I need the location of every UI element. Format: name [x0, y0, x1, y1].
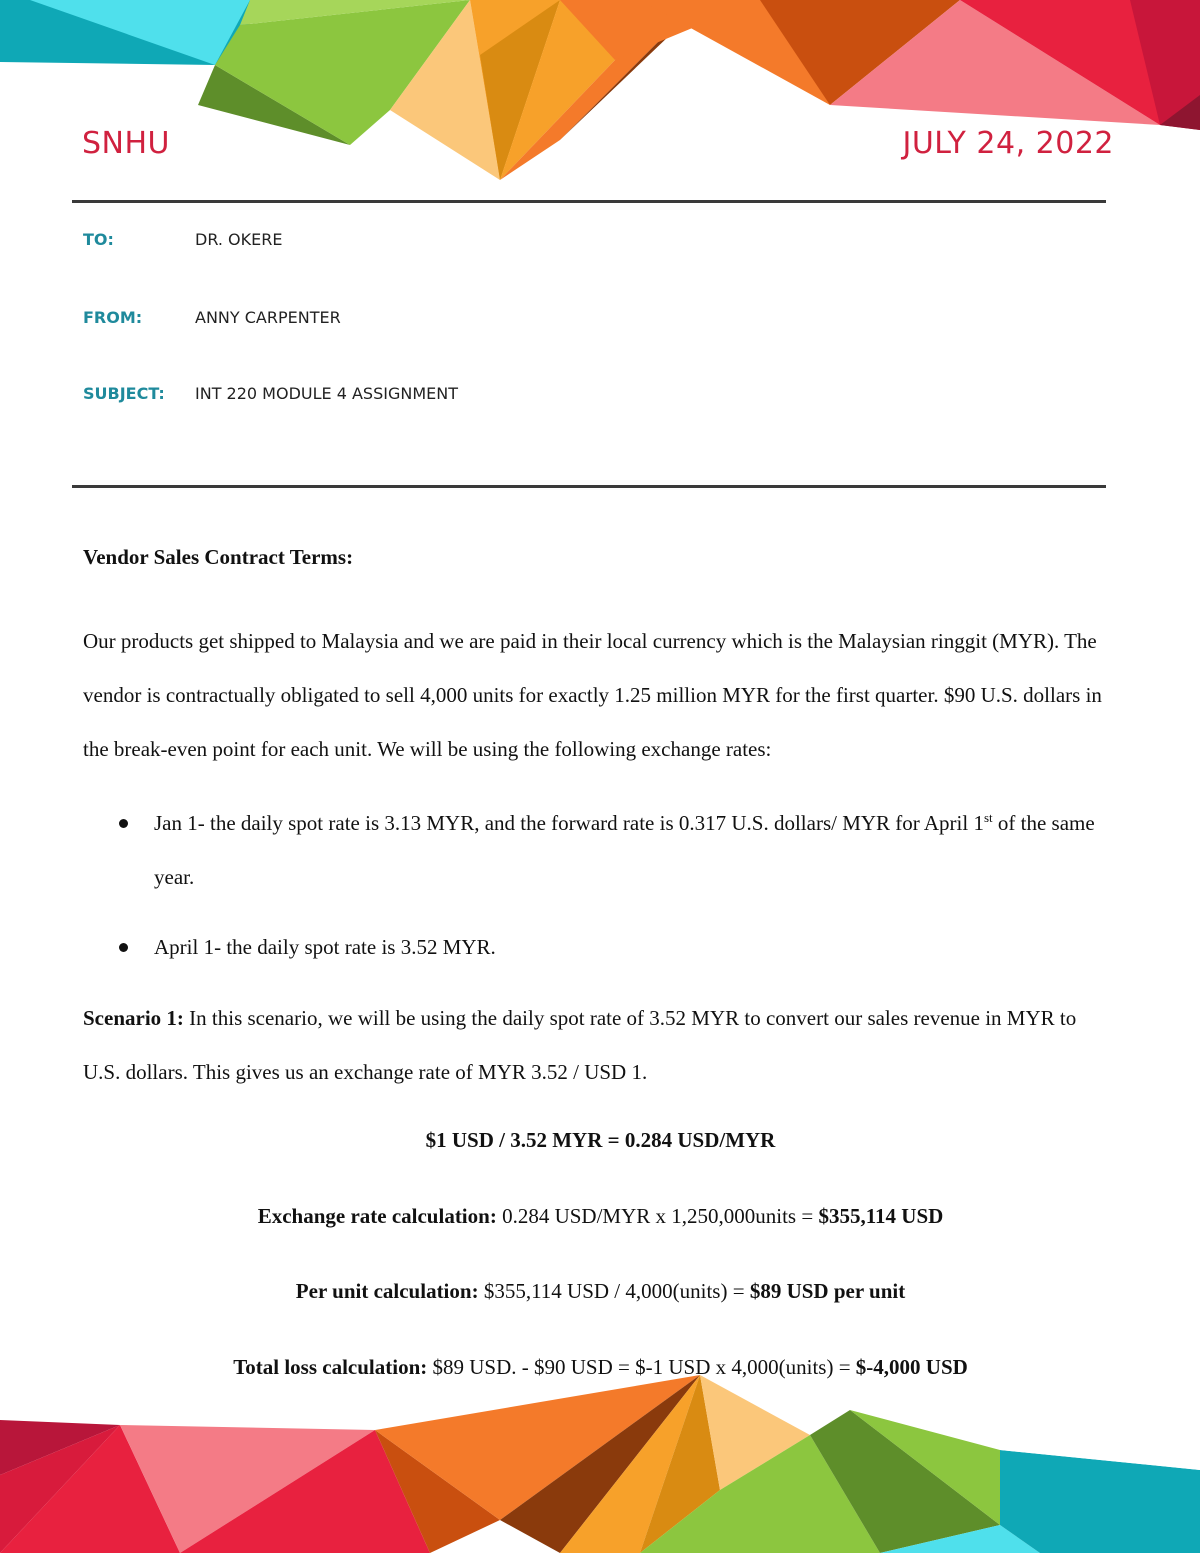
scenario-text: In this scenario, we will be using the daily spot rate of 3.52 MYR to convert our sales revenue in MYR to U.S. dollars. This gives us an exchange rate of MYR 3.52 / USD 1. — [83, 1006, 1077, 1084]
total-loss-calculation — [83, 1353, 1118, 1381]
exchange-text: 0.284 USD/MYR x 1,250,000units = — [496, 1204, 819, 1228]
bullet1-superscript: st — [983, 810, 993, 825]
bullet1-tail: of the same year. — [154, 811, 1095, 889]
subject-value: INT 220 MODULE 4 ASSIGNMENT — [195, 384, 458, 403]
exchange-rate-list — [83, 796, 1118, 974]
bottom-divider — [72, 485, 1106, 488]
per-unit-label: Per unit calculation: — [295, 1279, 479, 1303]
scenario-label: Scenario 1: — [83, 1006, 184, 1030]
to-value: DR. OKERE — [195, 230, 283, 249]
loss-label: Total loss calculation: — [233, 1355, 428, 1379]
bullet-icon — [119, 819, 128, 828]
section-heading: Vendor Sales Contract Terms: — [83, 545, 354, 569]
subject-label: SUBJECT: — [83, 384, 165, 403]
bottom-geometric-banner — [0, 1370, 1200, 1553]
list-item — [83, 796, 1118, 904]
bullet2-text: April 1- the daily spot rate is 3.52 MYR. — [154, 935, 496, 959]
memo-date: JULY 24, 2022 — [902, 126, 1114, 161]
org-name: SNHU — [82, 126, 171, 161]
from-value: ANNY CARPENTER — [195, 308, 341, 327]
exchange-calculation — [83, 1202, 1118, 1230]
rate-line: $1 USD / 3.52 MYR = 0.284 USD/MYR — [425, 1128, 776, 1152]
list-item — [83, 920, 1118, 974]
loss-text: $89 USD. - $90 USD = $-1 USD x 4,000(units) = — [427, 1355, 856, 1379]
contract-paragraph: Our products get shipped to Malaysia and we are paid in their local currency which is the Malaysian ringgit (MYR). The vendor is contractually obligated to sell 4,000 units for exactly 1.25 million MYR for the first quarter. $90 U.S. dollars in the break-even point for each unit. We will be using the following exchange rates: — [83, 629, 1102, 761]
per-unit-text: $355,114 USD / 4,000(units) = — [478, 1279, 750, 1303]
exchange-label: Exchange rate calculation: — [257, 1204, 497, 1228]
per-unit-calculation — [83, 1277, 1118, 1305]
bullet-icon — [119, 943, 128, 952]
scenario-paragraph — [83, 991, 1118, 1099]
exchange-result: $355,114 USD — [818, 1204, 944, 1228]
top-geometric-banner — [0, 0, 1200, 200]
per-unit-result: $89 USD per unit — [749, 1279, 906, 1303]
loss-result: $-4,000 USD — [855, 1355, 968, 1379]
from-label: FROM: — [83, 308, 143, 327]
to-label: TO: — [83, 230, 114, 249]
top-divider — [72, 200, 1106, 203]
bullet1-text: Jan 1- the daily spot rate is 3.13 MYR, and the forward rate is 0.317 U.S. dollars/ MYR for April 1 — [154, 811, 984, 835]
